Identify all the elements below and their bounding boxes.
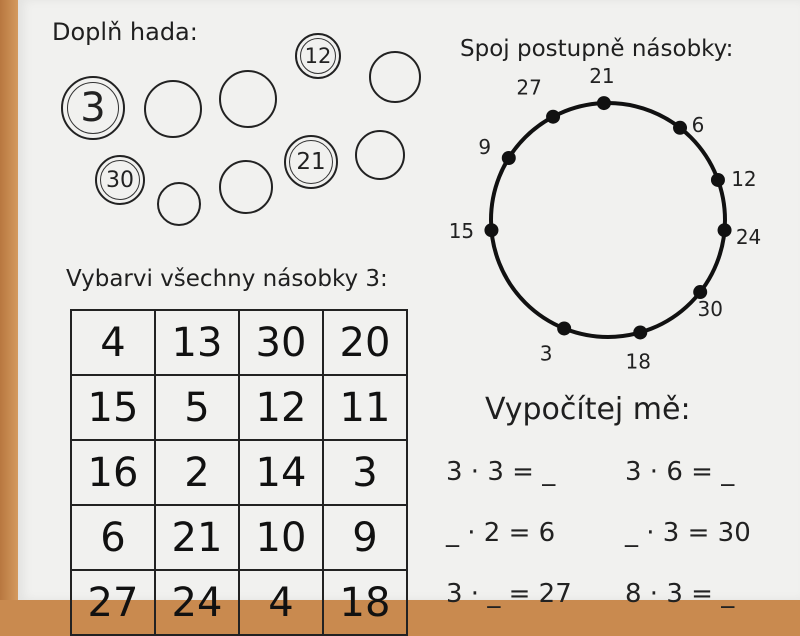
snake-circle-7[interactable] [157,182,201,226]
desk-edge [0,0,18,600]
snake-circle-8[interactable] [219,160,273,214]
snake-circle-4 [295,33,341,79]
grid-cell[interactable]: 5 [155,375,239,440]
grid-cell[interactable]: 18 [323,570,407,635]
snake-circle-1 [61,76,125,140]
ring-circle [491,103,725,337]
calc-item-4[interactable]: _ · 3 = 30 [625,518,751,548]
snake-circle-9 [284,135,338,189]
ring-point[interactable] [711,173,725,187]
calc-item-1[interactable]: 3 · 3 = _ [446,457,556,487]
ring-point-label: 15 [448,219,475,244]
grid-row [71,505,407,570]
grid-cell[interactable]: 15 [71,375,155,440]
ring-point[interactable] [484,223,498,237]
grid-cell[interactable]: 14 [239,440,323,505]
grid-cell[interactable]: 2 [155,440,239,505]
ring-point-label: 18 [625,349,651,374]
ring-point-label: 27 [516,75,542,100]
grid-cell[interactable]: 4 [239,570,323,635]
ring-title: Spoj postupně násobky: [460,36,734,62]
snake-circle-5[interactable] [369,51,421,103]
snake-circle-value: 3 [80,85,106,131]
grid-cell[interactable]: 12 [239,375,323,440]
ring-point[interactable] [673,121,687,135]
multiples-ring [440,60,780,380]
grid-title: Vybarvi všechny násobky 3: [66,266,388,292]
grid-cell[interactable]: 13 [155,310,239,375]
grid-cell[interactable]: 24 [155,570,239,635]
multiples-grid [70,309,408,636]
ring-point[interactable] [718,223,732,237]
ring-point[interactable] [502,151,516,165]
ring-point-label: 9 [478,134,492,159]
grid-cell[interactable]: 3 [323,440,407,505]
calc-item-2[interactable]: 3 · 6 = _ [625,457,735,487]
snake-circle-value: 30 [106,167,134,193]
grid-cell[interactable]: 20 [323,310,407,375]
snake-circle-value: 12 [304,44,332,68]
grid-cell[interactable]: 21 [155,505,239,570]
grid-cell[interactable]: 27 [71,570,155,635]
ring-point[interactable] [633,325,647,339]
ring-point-label: 24 [735,225,762,250]
calc-item-5[interactable]: 3 · _ = 27 [446,579,572,609]
ring-point[interactable] [557,321,571,335]
grid-row [71,570,407,635]
grid-row [71,310,407,375]
grid-row [71,440,407,505]
grid-cell[interactable]: 11 [323,375,407,440]
ring-point-label: 12 [731,166,757,191]
calc-item-6[interactable]: 8 · 3 = _ [625,579,735,609]
snake-circle-6 [95,155,145,205]
snake-circle-10[interactable] [355,130,405,180]
grid-cell[interactable]: 10 [239,505,323,570]
grid-cell[interactable]: 6 [71,505,155,570]
ring-point-label: 21 [589,64,615,89]
ring-point[interactable] [597,96,611,110]
ring-point[interactable] [546,110,560,124]
calc-item-3[interactable]: _ · 2 = 6 [446,518,556,548]
grid-cell[interactable]: 16 [71,440,155,505]
grid-cell[interactable]: 30 [239,310,323,375]
ring-point-label: 30 [697,297,723,322]
snake-title: Doplň hada: [52,18,198,46]
snake-circle-3[interactable] [219,70,277,128]
grid-cell[interactable]: 4 [71,310,155,375]
ring-point-label: 3 [539,341,553,366]
grid-row [71,375,407,440]
snake-circle-2[interactable] [144,80,202,138]
calc-title: Vypočítej mě: [485,392,691,427]
snake-circle-value: 21 [296,149,326,175]
grid-cell[interactable]: 9 [323,505,407,570]
ring-point-label: 6 [691,112,705,137]
